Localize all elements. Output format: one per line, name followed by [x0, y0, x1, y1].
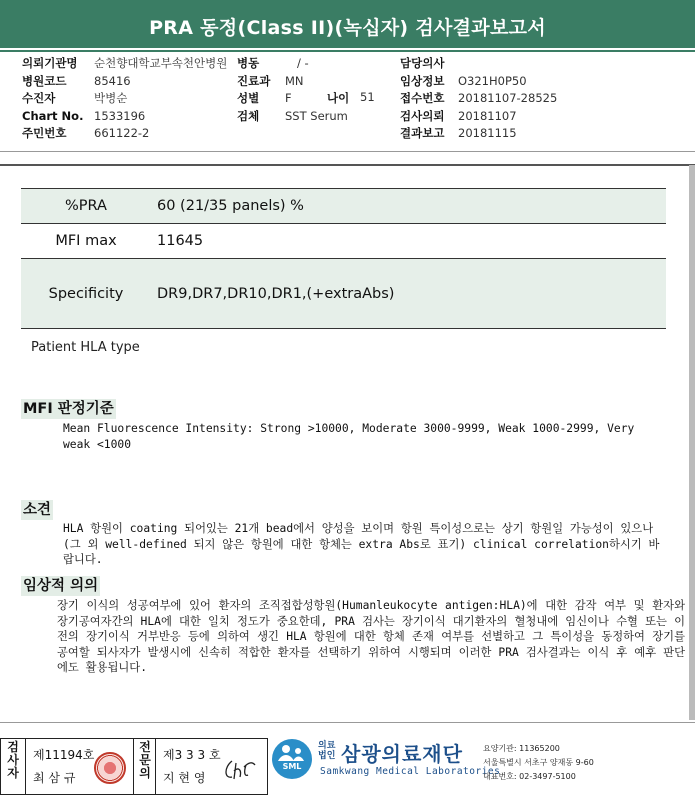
- org-code: 요양기관: 11365200: [483, 744, 560, 753]
- tester-label-text: 검사자: [7, 740, 19, 780]
- info-row: [237, 108, 348, 126]
- info-row: [22, 55, 227, 73]
- mfi-max-label: MFI max: [55, 233, 117, 249]
- specialist-name: 지 현 영: [163, 771, 206, 785]
- org-phone: 대표번호: 02-3497-5100: [483, 772, 576, 781]
- info-row: [22, 125, 227, 143]
- table-row: [21, 189, 666, 224]
- info-row: [237, 55, 348, 73]
- pra-value: 60 (21/35 panels) %: [157, 198, 304, 214]
- info-label: 접수번호: [400, 91, 445, 105]
- table-row: [21, 259, 666, 329]
- page-edge: [689, 165, 695, 720]
- info-label: 결과보고: [400, 126, 445, 140]
- age-value: 51: [360, 90, 375, 104]
- mfi-max-value: 11645: [157, 233, 204, 249]
- specialist-label-text: 전문의: [139, 740, 151, 780]
- logo-tag: SML: [282, 762, 302, 771]
- mfi-criteria-text: Mean Fluorescence Intensity: Strong >10000, Moderate 3000-9999, Weak 1000-2999, Very weak <1000: [63, 422, 635, 451]
- clinical-significance-text: 장기 이식의 성공여부에 있어 환자의 조직접합성항원(Humanleukocyte antigen:HLA)에 대한 감작 여부 및 환자와 장기공여자간의 HLA에 대한 일치 정도가 중요한데, PRA 검사는 장기이식 대기환자의 혈청내에 임신이나 수혈 또는 이전의 장기이식 거부반응 등에 의하여 생긴 HLA 항원에 대한 항체 존재 여부를 선별하고 그 특이성을 동정하여 장기를 공여할 되사자가 발생시에 신속히 적합한 환자를 선택하기 위하여 시행되며 이러한 PRA 검사결과는 이식 후 예후 판단에도 활용됩니다.: [57, 599, 685, 674]
- pra-results-table: [21, 188, 666, 329]
- report-header: [0, 0, 695, 48]
- info-value: 20181115: [458, 126, 517, 140]
- patient-hla-label: Patient HLA type: [31, 340, 140, 355]
- divider: [0, 151, 695, 152]
- specialist-label: [137, 741, 153, 780]
- info-row: [400, 73, 557, 91]
- info-label: 주민번호: [22, 126, 67, 140]
- specialist-license-no: 제3 3 3 호: [163, 748, 221, 762]
- info-value: 661122-2: [94, 126, 150, 140]
- info-value: O321H0P50: [458, 73, 527, 88]
- info-value: 20181107: [458, 108, 517, 123]
- tester-label: [5, 741, 21, 780]
- finding-text: HLA 항원이 coating 되어있는 21개 bead에서 양성을 보이며 항원 특이성으로는 상기 항원일 가능성이 있으나(그 외 well-defined 되지 않은 항원에 대한 항체는 extra Abs로 표기) clinical correlation하시기 바랍니다.: [63, 522, 660, 566]
- info-row: [237, 73, 348, 91]
- divider: [155, 739, 156, 794]
- org-corp-label: 의료법인: [318, 741, 336, 761]
- specificity-label: Specificity: [48, 285, 124, 302]
- info-value: / -: [297, 56, 309, 70]
- info-value: 순천향대학교부속천안병원: [94, 56, 228, 70]
- info-row: [400, 108, 557, 126]
- info-label: 성별: [237, 91, 260, 105]
- clinical-significance-title: 임상적 의의: [23, 578, 99, 594]
- info-row: [22, 108, 227, 126]
- info-value: 20181107-28525: [458, 91, 558, 105]
- info-label: 진료과: [237, 73, 271, 88]
- divider: [0, 722, 695, 723]
- info-value: SST Serum: [285, 108, 348, 123]
- info-value: 1533196: [94, 108, 146, 123]
- info-row: [22, 73, 227, 91]
- divider: [25, 739, 26, 794]
- info-label: 검체: [237, 108, 260, 123]
- divider: [0, 164, 695, 166]
- specificity-value: DR9,DR7,DR10,DR1,(+extraAbs): [157, 285, 395, 302]
- info-row: [400, 90, 557, 108]
- age-label: 나이: [327, 91, 350, 105]
- org-name: 삼광의료재단: [341, 742, 463, 766]
- info-value: F: [285, 91, 292, 105]
- org-contact-info: [483, 742, 594, 784]
- org-english-name: Samkwang Medical Laboratories: [320, 766, 501, 777]
- info-label: 병원코드: [22, 73, 67, 88]
- table-row: [21, 224, 666, 259]
- header-underline: [0, 50, 695, 52]
- mfi-criteria-title: MFI 판정기준: [23, 401, 114, 417]
- info-value: 85416: [94, 73, 131, 88]
- info-row: [400, 125, 557, 143]
- info-label: 수진자: [22, 91, 56, 105]
- patient-info-column-1: [22, 55, 227, 143]
- pra-label: %PRA: [65, 198, 107, 214]
- info-row: [22, 90, 227, 108]
- info-row: [400, 55, 557, 73]
- sml-logo-icon: [272, 739, 312, 779]
- specialist-signature-icon: [222, 757, 258, 783]
- tester-license-no: 제11194호: [33, 748, 95, 762]
- finding-title: 소견: [23, 502, 52, 518]
- tester-name: 최 삼 규: [33, 771, 76, 785]
- info-label: 담당의사: [400, 56, 445, 70]
- info-label: Chart No.: [22, 108, 84, 123]
- org-address: 서울특별시 서초구 양재동 9-60: [483, 758, 594, 767]
- info-value: MN: [285, 73, 304, 88]
- tester-seal-icon: [94, 752, 126, 784]
- patient-info-column-3: [400, 55, 557, 143]
- report-title: PRA 동정(Class II)(녹십자) 검사결과보고서: [149, 17, 546, 39]
- info-value: 박병순: [94, 91, 128, 105]
- info-label: 병동: [237, 56, 260, 70]
- info-label: 검사의뢰: [400, 108, 445, 123]
- info-label: 의뢰기관명: [22, 56, 78, 70]
- info-label: 임상정보: [400, 73, 445, 88]
- divider: [133, 739, 134, 794]
